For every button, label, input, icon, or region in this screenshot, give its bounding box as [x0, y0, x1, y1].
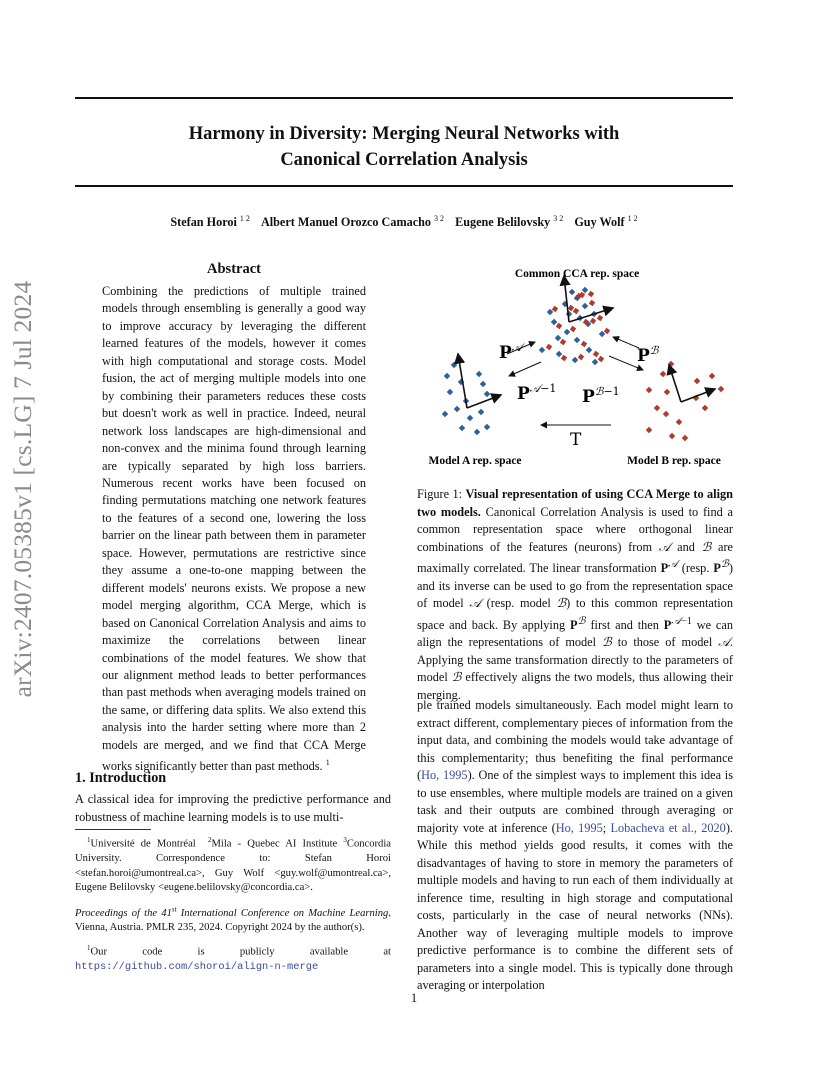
- common-point-b: [556, 323, 562, 329]
- author-4: Guy Wolf $^{1 2}$: [574, 214, 638, 230]
- model-b-point: [654, 405, 661, 412]
- model-b-point: [702, 405, 709, 412]
- model-a-point: [451, 362, 458, 369]
- code-link[interactable]: https://github.com/shoroi/align-n-merge: [75, 961, 319, 974]
- model-b-point: [646, 427, 653, 434]
- common-point-b: [598, 356, 604, 362]
- label-t: T: [570, 430, 582, 450]
- common-point-b: [589, 300, 595, 306]
- model-a-point: [480, 381, 487, 388]
- author-3: Eugene Belilovsky $^{3 2}$: [455, 214, 564, 230]
- label-model-b-space: Model B rep. space: [627, 455, 721, 467]
- figure-1-caption: Figure 1: Visual representation of using CCA Merge to align two models. Canonical Correlation Analysis is used to find a common representation space where orthogonal linear combinations of the features (neurons) from 𝒜 and ℬ are maximally correlated. The linear transformation $P^𝒜$ (resp. $P^ℬ$) and its inverse can be used to go from the representation space of model 𝒜 (resp. model ℬ) to this common representation space and back. By applying $P^ℬ$ first and then $P^{𝒜-1}$ we can align the representations of model ℬ to those of model 𝒜. Applying the same transformation directly to the parameters of model ℬ effectively aligns the two models, thus allowing their merging.: [417, 487, 734, 702]
- model-a-point: [444, 373, 451, 380]
- model-a-point: [478, 409, 485, 416]
- common-point-b: [568, 305, 574, 311]
- common-point-a: [551, 319, 558, 326]
- common-point-a: [569, 289, 576, 296]
- model-a-point: [459, 425, 466, 432]
- common-point-b: [588, 291, 594, 297]
- label-model-a-space: Model A rep. space: [428, 455, 522, 467]
- intro-continued: ple trained models simultaneously. Each model might learn to extract different, complementary pieces of information from the input data, and combining the models would take advantage of this complementarity; thus benefiting the final performance (Ho, 1995). One of the simplest ways to implement this idea is to use ensembles, where multiple models are trained on a given task and their outputs are combined through averaging or majority vote at inference (Ho, 1995; Lobacheva et al., 2020). While this method yields good results, it comes with the disadvantages of having to store in memory the parameters of multiple models and having to run each of them individually at inference time, resulting in high storage and computational costs, particularly in the case of neural networks (NNs). Another way of leveraging multiple models to improve predictive performance is to combine the different sets of parameters into a single model. This is typically done through averaging or interpolation: [417, 698, 733, 992]
- common-point-a: [586, 347, 593, 354]
- model-b-point: [660, 371, 667, 378]
- model-b-point: [682, 435, 689, 442]
- label-pa: $P^𝒜$: [499, 341, 523, 363]
- common-point-a: [556, 351, 563, 358]
- figure-1: [417, 262, 733, 472]
- common-point-a: [592, 359, 599, 366]
- common-space-points: [539, 287, 610, 366]
- abstract-body: [102, 283, 366, 776]
- page-number: 1: [410, 991, 418, 1005]
- common-point-b: [560, 339, 566, 345]
- common-point-a: [555, 335, 562, 342]
- common-point-a: [582, 287, 589, 294]
- common-point-b: [590, 318, 596, 324]
- common-point-a: [564, 329, 571, 336]
- model-b-point: [664, 389, 671, 396]
- model-b-point: [663, 411, 670, 418]
- author-list: [75, 214, 733, 230]
- author-1: Stefan Horoi $^{1 2}$: [170, 214, 250, 230]
- label-pb-inv: $P^{ℬ-1}$: [582, 385, 620, 407]
- paper-title: [75, 121, 733, 173]
- common-point-b: [570, 326, 576, 332]
- common-axis-1: [564, 276, 569, 322]
- model-b-point: [676, 419, 683, 426]
- model-a-point: [442, 411, 449, 418]
- common-point-b: [573, 308, 579, 314]
- common-point-b: [593, 351, 599, 357]
- abstract-text: Combining the predictions of multiple trained models through ensembling is generally a good way to improve accuracy by leveraging the different learned features of the models, however it comes with high computational and storage costs. Model fusion, the act of merging multiple models into one by combining their parameters reduces these costs but doesn't work as well in practice. Indeed, neural network loss landscapes are high-dimensional and non-convex and the minima found through learning are typically separated by high loss barriers. Numerous recent works have been focused on finding permutations matching one network features to the features of a second one, lowering the loss barrier on the linear path between them in parameter space. However, permutations are restrictive since they assume a one-to-one mapping between the different models' neurons exists. We propose a new model merging algorithm, CCA Merge, which is based on Canonical Correlation Analysis and aims to maximize the correlations between linear combinations of the model features. We show that our alignment method leads to better performances than past methods when averaging models trained on the same, or differing data splits. We also extend this analysis into the harder setting where more than 2 models are merged, and we find that CCA Merge works significantly better than past methods.: [102, 284, 366, 774]
- title-line-1: Harmony in Diversity: Merging Neural Networks with: [188, 124, 620, 144]
- model-a-point: [484, 424, 491, 431]
- common-point-b: [552, 306, 558, 312]
- common-point-a: [539, 347, 546, 354]
- arxiv-stamp: arXiv:2407.05385v1 [cs.LG] 7 Jul 2024: [8, 280, 37, 698]
- model-a-axis-2: [467, 395, 501, 408]
- common-point-b: [597, 315, 603, 321]
- section-heading-introduction: 1. Introduction: [75, 770, 167, 786]
- common-point-a: [574, 337, 581, 344]
- model-b-point: [669, 433, 676, 440]
- title-line-2: Canonical Correlation Analysis: [280, 150, 528, 170]
- model-b-point: [709, 373, 716, 380]
- citation-ho-1995[interactable]: Ho, 1995: [421, 768, 468, 782]
- citation-lobacheva-2020[interactable]: Lobacheva et al., 2020: [610, 820, 726, 835]
- label-pa-inv: $P^{𝒜-1}$: [517, 382, 557, 404]
- footnote-proceedings: Proceedings of the 41st International Conference on Machine Learning, Vienna, Austria. PMLR 235, 2024. Copyright 2024 by the author(s).: [75, 905, 391, 934]
- common-point-a: [572, 357, 579, 364]
- label-pb: $P^ℬ$: [637, 344, 659, 366]
- model-a-point: [474, 429, 481, 436]
- author-2: Albert Manuel Orozco Camacho $^{3 2}$: [260, 214, 445, 230]
- intro-paragraph: A classical idea for improving the predictive performance and robustness of machine learning models is to use multi-: [75, 792, 391, 824]
- top-rule: [75, 97, 733, 99]
- model-b-point: [646, 387, 653, 394]
- model-a-point: [476, 371, 483, 378]
- citation-ho-1995-b[interactable]: Ho, 1995: [555, 820, 603, 835]
- common-point-b: [546, 344, 552, 350]
- footnote-affiliations: $^1$Université de Montréal $^2$Mila - Quebec AI Institute $^3$Concordia University. Correspondence to: Stefan Horoi <stefan.horoi@umontreal.ca>, Guy Wolf <guy.wolf@umontreal.ca>, Eugene Belilovsky <eugene.belilovsky@concordia.ca>.: [75, 836, 392, 894]
- footnote-code: $^1$Our code is publicly available at https://github.com/shoroi/align-n-merge: [75, 944, 391, 974]
- abstract-heading: Abstract: [207, 261, 261, 277]
- arrow-pb: [613, 337, 639, 348]
- model-b-axis-1: [669, 365, 681, 402]
- cca-diagram: [417, 262, 733, 472]
- model-b-point: [718, 386, 725, 393]
- model-a-point: [454, 406, 461, 413]
- arrow-pa-inv: [509, 362, 541, 376]
- common-point-a: [582, 303, 589, 310]
- model-a-point: [447, 389, 454, 396]
- label-common-space: Common CCA rep. space: [514, 268, 640, 280]
- abstract-footnote-mark[interactable]: 1: [325, 758, 330, 768]
- model-a-point: [467, 415, 474, 422]
- common-point-b: [561, 355, 567, 361]
- model-b-axis-2: [681, 389, 715, 402]
- common-point-b: [604, 328, 610, 334]
- model-b-point: [694, 378, 701, 385]
- model-a-point: [484, 391, 491, 398]
- common-point-b: [581, 341, 587, 347]
- title-bottom-rule: [75, 185, 733, 187]
- common-point-b: [578, 354, 584, 360]
- footnote-rule: [75, 829, 151, 830]
